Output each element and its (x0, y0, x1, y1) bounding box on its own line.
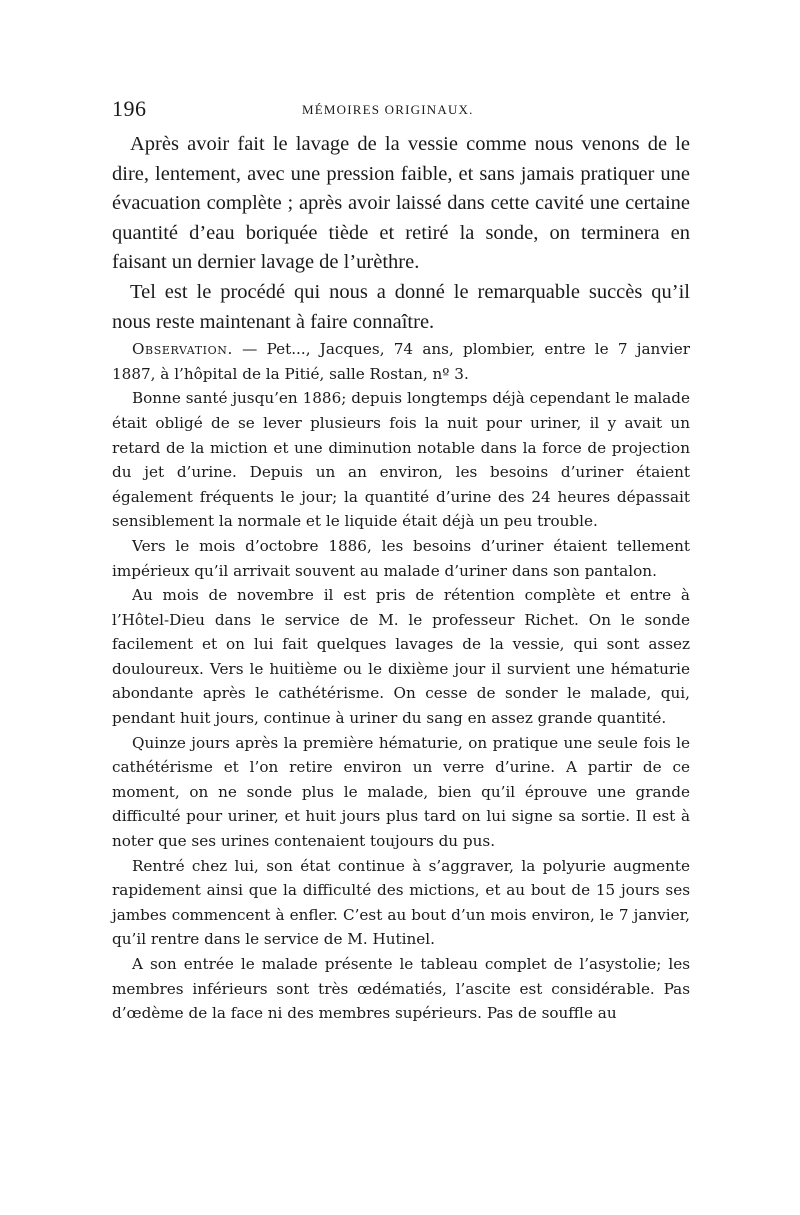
paragraph-lavage: Après avoir fait le lavage de la vessie comme nous venons de le dire, lentement, avec une pression faible, et sans jamais pratiquer une évacuation complète ; après avoir laissé dans cette cavité une certaine quantité d’eau boriquée tiède et retiré la sonde, on terminera en faisant un dernier lavage de l’urèthre. (112, 133, 690, 274)
page-number: 196 (112, 96, 147, 121)
paragraph-rentre: Rentré chez lui, son état continue à s’aggraver, la polyurie augmente rapidement ainsi que la difficulté des mictions, et au bout de 15 jours ses jambes commencent à enfler. C’est au bout d’un mois environ, le 7 janvier, qu’il rentre dans le service de M. Hutinel. (112, 856, 690, 949)
paragraph-procede: Tel est le procédé qui nous a donné le remarquable succès qu’il nous reste maintenant à faire connaître. (112, 280, 690, 333)
observation-dash: — (232, 340, 267, 359)
paragraph-antecedents: Bonne santé jusqu’en 1886; depuis longtemps déjà cependant le malade était obligé de se lever plusieurs fois la nuit pour uriner, il y avait un retard de la miction et une diminution notable dans la force de projection du jet d’urine. Depuis un an environ, les besoins d’uriner étaient également fréquents le jour; la quantité d’urine des 24 heures dépassait sensiblement la normale et le liquide était déjà un peu trouble. (112, 389, 690, 531)
paragraph-octobre: Vers le mois d’octobre 1886, les besoins d’uriner étaient tellement impérieux qu’il arrivait souvent au malade d’uriner dans son pantalon. (112, 536, 690, 580)
observation-label: Observation. (132, 340, 233, 359)
paragraph-hematurie: Quinze jours après la première hématurie, on pratique une seule fois le cathétérisme et l’on retire environ un verre d’urine. A partir de ce moment, on ne sonde plus le malade, bien qu’il éprouve une grande difficulté pour uriner, et huit jours plus tard on lui signe sa sortie. Il est à noter que ses urines contenaient toujours du pus. (112, 733, 690, 851)
paragraph-novembre: Au mois de novembre il est pris de rétention complète et entre à l’Hôtel-Dieu dans le service de M. le professeur Richet. On le sonde facilement et on lui fait quelques lavages de la vessie, qui sont assez douloureux. Vers le huitième ou le dixième jour il survient une hématurie abondante après le cathétérisme. On cesse de sonder le malade, qui, pendant huit jours, continue à uriner du sang en assez grande quantité. (112, 586, 690, 728)
page-header (112, 96, 692, 126)
running-head: MÉMOIRES ORIGINAUX. (302, 102, 474, 117)
page-body (112, 130, 690, 1026)
paragraph-entree: A son entrée le malade présente le tableau complet de l’asystolie; les membres inférieurs sont très œdématiés, l’ascite est considérable. Pas d’œdème de la face ni des membres supérieurs. Pas de souffle au (112, 955, 690, 1023)
observation-heading (112, 337, 690, 386)
observation-patient: Pet..., Jacques, 74 ans, plombier, entre le 7 janvier 1887, à l’hôpital de la Pitié, salle Rostan, nº 3. (112, 340, 691, 383)
